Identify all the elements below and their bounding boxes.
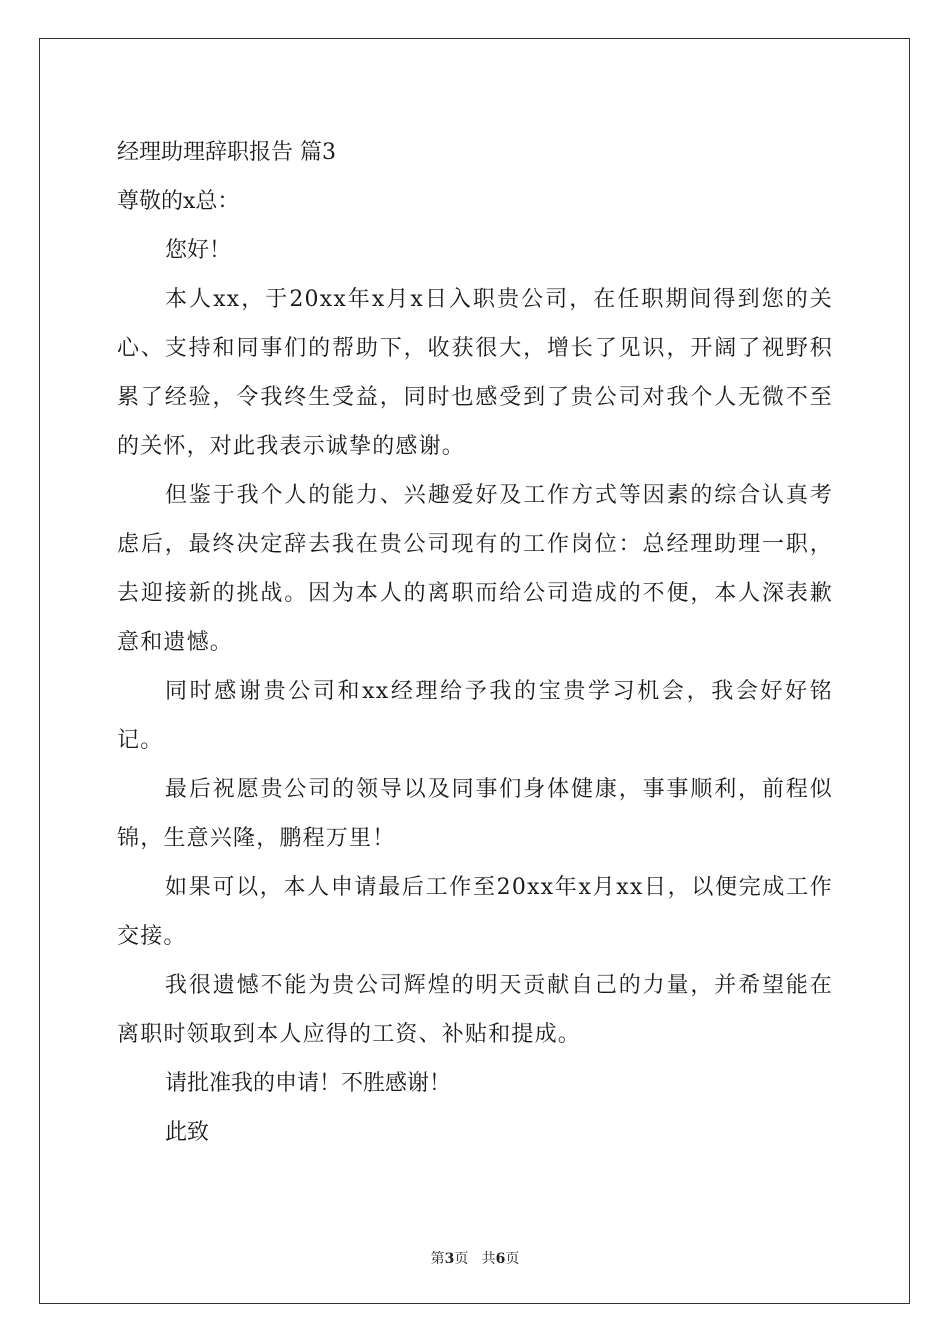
page-number: 3 <box>444 1251 455 1267</box>
salutation: 尊敬的x总： <box>117 189 240 214</box>
document-body <box>117 128 833 1157</box>
total-prefix: 共 <box>481 1251 496 1267</box>
paragraph-4: 最后祝愿贵公司的领导以及同事们身体健康，事事顺利，前程似锦，生意兴隆，鹏程万里！ <box>117 777 833 851</box>
closing-line: 此致 <box>165 1120 210 1145</box>
page-total: 6 <box>495 1251 506 1267</box>
paragraph-5: 如果可以，本人申请最后工作至20xx年x月xx日，以便完成工作交接。 <box>117 875 833 949</box>
paragraph-1: 本人xx，于20xx年x月x日入职贵公司，在任职期间得到您的关心、支持和同事们的帮助下，收获很大，增长了见识，开阔了视野积累了经验，令我终生受益，同时也感受到了贵公司对我个人无微不至的关怀，对此我表示诚挚的感谢。 <box>117 287 833 459</box>
document-title: 经理助理辞职报告 篇3 <box>117 140 336 165</box>
page-footer <box>0 1248 950 1268</box>
paragraph-6: 我很遗憾不能为贵公司辉煌的明天贡献自己的力量，并希望能在离职时领取到本人应得的工资、补贴和提成。 <box>117 973 833 1047</box>
paragraph-2: 但鉴于我个人的能力、兴趣爱好及工作方式等因素的综合认真考虑后，最终决定辞去我在贵公司现有的工作岗位：总经理助理一职，去迎接新的挑战。因为本人的离职而给公司造成的不便，本人深表歉意和遗憾。 <box>117 483 833 655</box>
greeting: 您好！ <box>165 238 232 263</box>
page-suffix: 页 <box>454 1251 469 1267</box>
request-line: 请批准我的申请！不胜感谢！ <box>165 1071 452 1096</box>
total-suffix: 页 <box>505 1251 520 1267</box>
paragraph-3: 同时感谢贵公司和xx经理给予我的宝贵学习机会，我会好好铭记。 <box>117 679 833 753</box>
page-prefix: 第 <box>430 1251 445 1267</box>
